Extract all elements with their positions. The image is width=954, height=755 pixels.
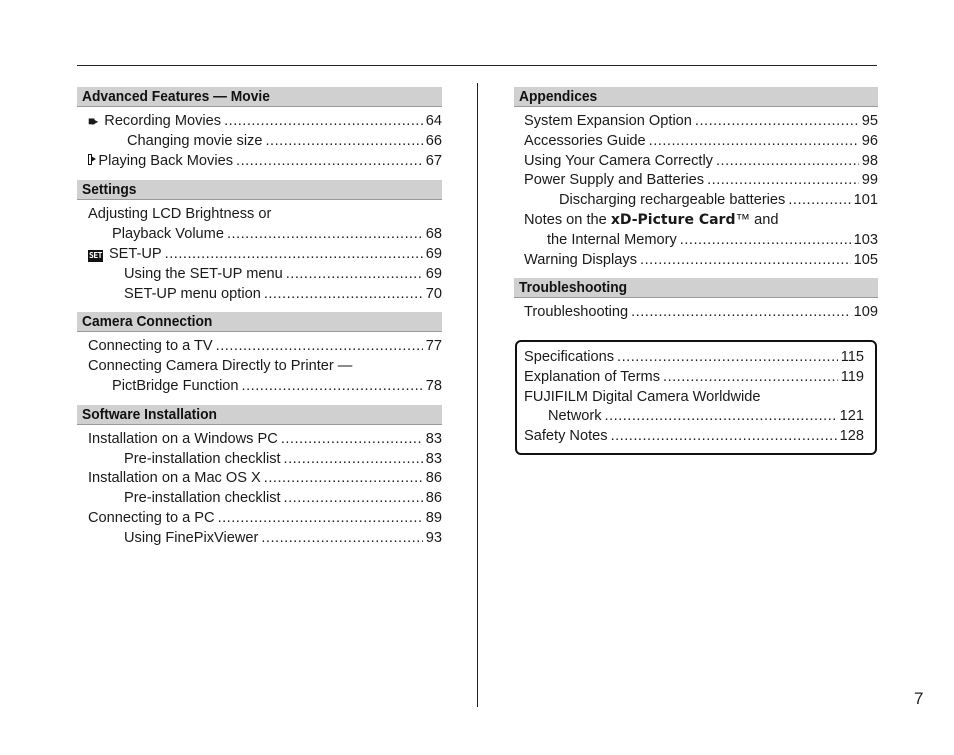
toc-entry-page: 109 <box>853 304 878 321</box>
section-title: Advanced Features — Movie <box>82 88 270 105</box>
toc-entry-label: System Expansion Option <box>524 113 692 129</box>
section-header <box>77 405 442 425</box>
brand-name: xD-Picture Card <box>610 211 736 228</box>
section-entries <box>77 425 442 549</box>
leader-dots <box>265 132 422 152</box>
toc-entry-page: 66 <box>425 132 442 149</box>
leader-dots <box>695 112 859 132</box>
toc-entry[interactable] <box>517 348 875 368</box>
leader-dots <box>707 171 859 191</box>
toc-entry-page: 128 <box>839 428 864 445</box>
page-number: 7 <box>914 689 924 708</box>
toc-entry-label: Using the SET-UP menu <box>124 265 283 282</box>
toc-entry[interactable] <box>77 430 442 450</box>
section-entries <box>514 298 878 323</box>
toc-entry-label: Playing Back Movies <box>98 152 234 169</box>
toc-entry[interactable] <box>77 337 442 357</box>
toc-entry-label: Connecting to a TV <box>88 338 213 355</box>
toc-entry-page: 77 <box>425 338 442 355</box>
toc-entry-label: Explanation of Terms <box>524 368 661 385</box>
leader-dots <box>227 225 423 245</box>
column-divider <box>477 83 478 707</box>
section-header <box>514 278 878 298</box>
toc-entry-page: 86 <box>425 470 442 487</box>
leader-dots <box>284 489 423 509</box>
toc-entry-page: 78 <box>425 377 442 394</box>
leader-dots <box>224 112 423 132</box>
toc-entry-label: Using FinePixViewer <box>124 529 259 546</box>
leader-dots <box>218 509 423 529</box>
toc-entry-page: 83 <box>425 450 442 467</box>
leader-dots <box>640 251 851 271</box>
leader-dots <box>264 285 423 305</box>
toc-entry-label <box>524 211 778 231</box>
toc-entry[interactable] <box>517 388 875 408</box>
toc-entry[interactable] <box>514 231 878 251</box>
toc-entry-page: 69 <box>425 265 442 282</box>
leader-dots <box>649 132 859 152</box>
leader-dots <box>611 427 837 447</box>
toc-entry-label: Using Your Camera Correctly <box>524 152 713 169</box>
leader-dots <box>216 337 423 357</box>
toc-entry-page: 99 <box>861 172 878 189</box>
toc-entry-page: 96 <box>861 132 878 149</box>
toc-entry[interactable] <box>514 211 878 231</box>
toc-entry[interactable] <box>77 245 442 265</box>
leader-dots <box>617 348 838 368</box>
section-header <box>77 180 442 200</box>
toc-entry-label: Pre-installation checklist <box>124 450 281 467</box>
leader-dots <box>716 152 859 172</box>
right-column <box>514 87 878 323</box>
leader-dots <box>788 191 850 211</box>
toc-entry[interactable] <box>77 489 442 509</box>
section-title: Camera Connection <box>82 313 213 331</box>
leader-dots <box>264 469 423 489</box>
top-rule <box>77 65 877 66</box>
section-title: Settings <box>82 181 137 199</box>
toc-entry[interactable] <box>514 171 878 191</box>
toc-entry[interactable] <box>77 357 442 377</box>
toc-entry[interactable] <box>514 112 878 132</box>
section-entries <box>77 200 442 304</box>
toc-entry-page: 119 <box>840 368 864 385</box>
toc-entry[interactable] <box>77 377 442 397</box>
toc-entry-page: 95 <box>861 113 878 129</box>
toc-entry-page: 68 <box>425 226 442 243</box>
toc-entry[interactable] <box>77 132 442 152</box>
toc-entry-label: Adjusting LCD Brightness or <box>88 206 272 223</box>
leader-dots <box>680 231 851 251</box>
section-entries <box>514 107 878 270</box>
toc-section <box>77 405 442 549</box>
playback-icon <box>88 154 92 165</box>
toc-entry[interactable] <box>514 132 878 152</box>
label-prefix: Notes on the <box>524 211 611 228</box>
toc-section <box>514 87 878 270</box>
toc-section <box>77 180 442 304</box>
toc-entry[interactable] <box>77 509 442 529</box>
toc-entry-page: 70 <box>425 285 442 302</box>
leader-dots <box>605 407 837 427</box>
leader-dots <box>284 450 423 470</box>
toc-entry-label: Connecting Camera Directly to Printer — <box>88 358 353 375</box>
toc-entry[interactable] <box>77 152 442 172</box>
toc-section <box>77 312 442 396</box>
toc-entry-page: 101 <box>853 192 878 209</box>
toc-entry-label: Installation on a Mac OS X <box>88 470 261 487</box>
leader-dots <box>281 430 423 450</box>
toc-entry[interactable] <box>77 225 442 245</box>
leader-dots <box>631 303 851 323</box>
toc-entry[interactable] <box>77 469 442 489</box>
toc-entry-page: 121 <box>839 408 864 425</box>
section-entries <box>77 107 442 171</box>
leader-dots <box>261 529 422 549</box>
leader-dots <box>286 265 423 285</box>
toc-entry-label: SET-UP <box>108 245 162 262</box>
leader-dots <box>165 245 423 265</box>
section-header <box>77 87 442 107</box>
toc-entry-label: the Internal Memory <box>547 231 677 248</box>
toc-entry-page: 89 <box>425 509 442 526</box>
toc-entry-label: PictBridge Function <box>112 377 239 394</box>
boxed-entries <box>517 348 875 447</box>
toc-entry[interactable] <box>514 303 878 323</box>
toc-entry-page: 64 <box>425 113 442 129</box>
toc-entry-page: 93 <box>425 529 442 546</box>
toc-entry[interactable] <box>517 427 875 447</box>
toc-entry-label: Specifications <box>524 349 615 365</box>
toc-entry[interactable] <box>517 368 875 388</box>
section-title: Software Installation <box>82 405 217 423</box>
set-icon: SET <box>89 250 102 260</box>
toc-entry[interactable] <box>77 450 442 470</box>
toc-entry-label: Network <box>548 408 602 425</box>
toc-entry[interactable] <box>77 285 442 305</box>
toc-entry-page: 115 <box>840 349 864 365</box>
toc-entry-label: Discharging rechargeable batteries <box>559 192 786 209</box>
toc-entry-page: 103 <box>853 231 878 248</box>
leader-dots <box>663 368 838 388</box>
toc-entry-label: Safety Notes <box>524 428 608 445</box>
movie-camera-icon: ■▸ <box>88 114 96 128</box>
section-header <box>77 312 442 332</box>
toc-entry-label: Installation on a Windows PC <box>88 430 278 447</box>
toc-entry-label: Pre-installation checklist <box>124 490 281 507</box>
toc-entry-label: FUJIFILM Digital Camera Worldwide <box>524 388 761 405</box>
section-header <box>514 87 878 107</box>
toc-entry-page: 67 <box>425 152 442 169</box>
section-title: Troubleshooting <box>519 279 628 297</box>
toc-entry[interactable] <box>77 529 442 549</box>
toc-entry[interactable] <box>77 112 442 132</box>
toc-section <box>77 87 442 171</box>
left-column <box>77 87 442 549</box>
toc-entry-page: 105 <box>853 251 878 268</box>
toc-entry[interactable] <box>514 191 878 211</box>
toc-entry-label: Accessories Guide <box>524 132 646 149</box>
toc-entry[interactable] <box>514 251 878 271</box>
toc-entry-page: 83 <box>425 430 442 447</box>
toc-entry-label: Power Supply and Batteries <box>524 172 705 189</box>
toc-entry[interactable] <box>517 407 875 427</box>
section-entries <box>77 332 442 396</box>
toc-entry-label: Troubleshooting <box>524 304 629 321</box>
toc-entry-label: Playback Volume <box>112 226 224 243</box>
toc-entry-label: Warning Displays <box>524 251 638 268</box>
leader-dots <box>242 377 423 397</box>
toc-entry-label: SET-UP menu option <box>124 285 261 302</box>
label-suffix: ™ and <box>735 211 779 228</box>
toc-entry-label: Recording Movies <box>104 113 222 129</box>
toc-entry-page: 98 <box>861 152 878 169</box>
leader-dots <box>236 152 423 172</box>
toc-section <box>514 278 878 323</box>
section-title: Appendices <box>519 88 598 105</box>
boxed-section <box>515 340 877 455</box>
toc-entry-label: Connecting to a PC <box>88 509 215 526</box>
toc-entry[interactable] <box>77 265 442 285</box>
toc-entry-label: Changing movie size <box>127 132 263 149</box>
toc-entry[interactable] <box>514 152 878 172</box>
toc-entry-page: 69 <box>425 245 442 262</box>
toc-entry[interactable] <box>77 205 442 225</box>
toc-entry-page: 86 <box>425 490 442 507</box>
